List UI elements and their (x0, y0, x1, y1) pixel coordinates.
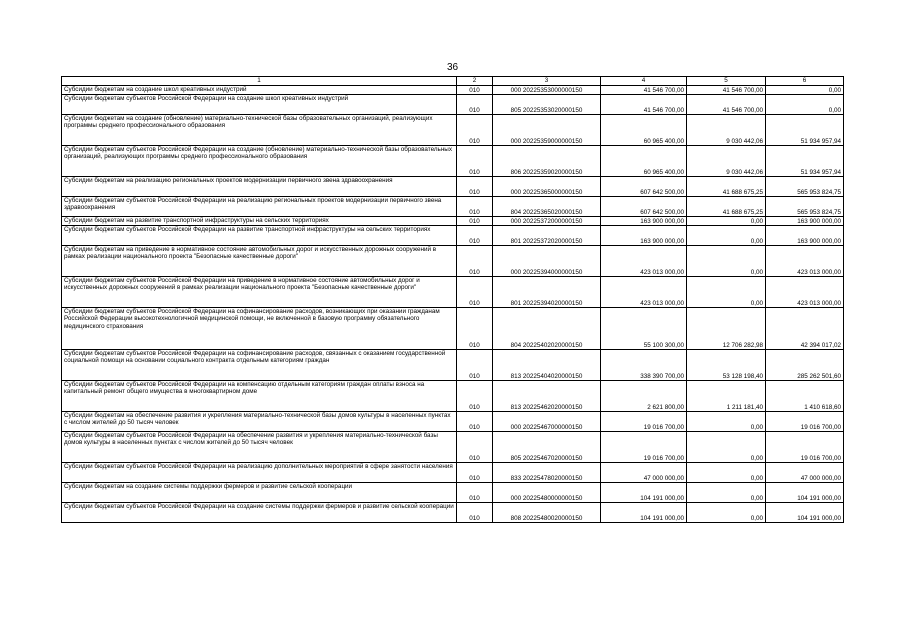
row-fact-cell: 0,00 (687, 246, 766, 277)
row-rest-cell: 163 900 000,00 (766, 217, 844, 226)
row-name-cell: Субсидии бюджетам субъектов Российской Федерации на создание школ креативных индустрий (62, 95, 457, 115)
row-code-cell: 010 (457, 226, 493, 246)
row-kbk-cell: 801 20225394020000150 (493, 277, 601, 308)
table-row (62, 432, 844, 463)
row-code-cell: 010 (457, 115, 493, 146)
row-plan-cell: 19 016 700,00 (601, 432, 687, 463)
row-kbk-cell: 804 20225402020000150 (493, 308, 601, 350)
row-name-cell: Субсидии бюджетам на обеспечение развития и укрепления материально-технической базы домов культуры в населенных пунктах с числом жителей до 50 тысяч человек (62, 412, 457, 432)
column-header: 5 (687, 77, 766, 86)
row-kbk-cell: 000 20225365000000150 (493, 177, 601, 197)
row-code-cell: 010 (457, 432, 493, 463)
row-code-cell: 010 (457, 350, 493, 381)
row-plan-cell: 55 100 300,00 (601, 308, 687, 350)
table-row (62, 115, 844, 146)
row-fact-cell: 0,00 (687, 503, 766, 523)
row-kbk-cell: 000 20225372000000150 (493, 217, 601, 226)
column-header: 6 (766, 77, 844, 86)
row-plan-cell: 60 965 400,00 (601, 146, 687, 177)
row-fact-cell: 41 546 700,00 (687, 95, 766, 115)
row-kbk-cell: 806 20225359020000150 (493, 146, 601, 177)
row-code-cell: 010 (457, 483, 493, 503)
row-kbk-cell: 813 20225462020000150 (493, 381, 601, 412)
row-name-cell: Субсидии бюджетам субъектов Российской Федерации на развитие транспортной инфраструктуры на сельских территориях (62, 226, 457, 246)
row-name-cell: Субсидии бюджетам субъектов Российской Федерации на приведение в нормативное состояние автомобильных дорог и искусственных дорожных сооружений в рамках реализации национального проекта "Безопасные качественные дороги" (62, 277, 457, 308)
row-name-cell: Субсидии бюджетам субъектов Российской Федерации на создание (обновление) материально-технической базы образовательных организаций, реализующих программы среднего профессионального образования (62, 146, 457, 177)
row-code-cell: 010 (457, 197, 493, 217)
table-row (62, 308, 844, 350)
row-kbk-cell: 000 20225359000000150 (493, 115, 601, 146)
table-row (62, 463, 844, 483)
row-name-cell: Субсидии бюджетам на развитие транспортной инфраструктуры на сельских территориях (62, 217, 457, 226)
row-kbk-cell: 000 20225467000000150 (493, 412, 601, 432)
row-fact-cell: 41 688 675,25 (687, 197, 766, 217)
row-code-cell: 010 (457, 463, 493, 483)
row-fact-cell: 9 030 442,06 (687, 146, 766, 177)
row-rest-cell: 0,00 (766, 86, 844, 95)
row-code-cell: 010 (457, 217, 493, 226)
row-plan-cell: 104 191 000,00 (601, 503, 687, 523)
row-plan-cell: 163 900 000,00 (601, 217, 687, 226)
row-name-cell: Субсидии бюджетам на приведение в нормативное состояние автомобильных дорог и искусственных дорожных сооружений в рамках реализации национального проекта "Безопасные качественные дороги" (62, 246, 457, 277)
table-row (62, 503, 844, 523)
row-rest-cell: 19 016 700,00 (766, 412, 844, 432)
row-plan-cell: 163 900 000,00 (601, 226, 687, 246)
row-rest-cell: 423 013 000,00 (766, 277, 844, 308)
row-code-cell: 010 (457, 412, 493, 432)
row-fact-cell: 0,00 (687, 217, 766, 226)
table-row (62, 177, 844, 197)
column-header: 4 (601, 77, 687, 86)
table-row (62, 197, 844, 217)
row-rest-cell: 51 934 957,94 (766, 146, 844, 177)
row-kbk-cell: 813 20225404020000150 (493, 350, 601, 381)
row-kbk-cell: 000 20225480000000150 (493, 483, 601, 503)
row-plan-cell: 41 546 700,00 (601, 86, 687, 95)
row-rest-cell: 19 016 700,00 (766, 432, 844, 463)
row-plan-cell: 2 621 800,00 (601, 381, 687, 412)
row-rest-cell: 565 953 824,75 (766, 197, 844, 217)
row-kbk-cell: 808 20225480020000150 (493, 503, 601, 523)
row-fact-cell: 0,00 (687, 483, 766, 503)
row-name-cell: Субсидии бюджетам субъектов Российской Федерации на софинансирование расходов, связанных с оказанием государственной социальной помощи на основании социального контракта отдельным категориям граждан (62, 350, 457, 381)
table-row (62, 146, 844, 177)
row-rest-cell: 47 000 000,00 (766, 463, 844, 483)
table-row (62, 277, 844, 308)
row-code-cell: 010 (457, 308, 493, 350)
row-name-cell: Субсидии бюджетам на создание системы поддержки фермеров и развитие сельской кооперации (62, 483, 457, 503)
row-kbk-cell: 801 20225372020000150 (493, 226, 601, 246)
row-name-cell: Субсидии бюджетам субъектов Российской Федерации на софинансирование расходов, возникающих при оказании гражданам Российской Федерации высокотехнологичной медицинской помощи, не включенной в базовую программу обязательного медицинского страхования (62, 308, 457, 350)
row-fact-cell: 1 211 181,40 (687, 381, 766, 412)
row-rest-cell: 163 900 000,00 (766, 226, 844, 246)
table-row (62, 483, 844, 503)
table-row (62, 350, 844, 381)
row-fact-cell: 0,00 (687, 277, 766, 308)
row-plan-cell: 423 013 000,00 (601, 246, 687, 277)
row-name-cell: Субсидии бюджетам на реализацию региональных проектов модернизации первичного звена здравоохранения (62, 177, 457, 197)
row-rest-cell: 423 013 000,00 (766, 246, 844, 277)
row-kbk-cell: 000 20225353000000150 (493, 86, 601, 95)
row-plan-cell: 60 965 400,00 (601, 115, 687, 146)
row-kbk-cell: 804 20225365020000150 (493, 197, 601, 217)
row-name-cell: Субсидии бюджетам субъектов Российской Федерации на реализацию региональных проектов модернизации первичного звена здравоохранения (62, 197, 457, 217)
row-rest-cell: 565 953 824,75 (766, 177, 844, 197)
row-rest-cell: 1 410 618,60 (766, 381, 844, 412)
row-code-cell: 010 (457, 503, 493, 523)
row-kbk-cell: 805 20225353020000150 (493, 95, 601, 115)
row-fact-cell: 0,00 (687, 226, 766, 246)
row-code-cell: 010 (457, 381, 493, 412)
page-number: 36 (446, 62, 459, 73)
row-rest-cell: 0,00 (766, 95, 844, 115)
column-header: 3 (493, 77, 601, 86)
row-kbk-cell: 805 20225467020000150 (493, 432, 601, 463)
column-header: 2 (457, 77, 493, 86)
row-name-cell: Субсидии бюджетам субъектов Российской Федерации на компенсацию отдельным категориям граждан оплаты взноса на капитальный ремонт общего имущества в многоквартирном доме (62, 381, 457, 412)
row-plan-cell: 607 642 500,00 (601, 197, 687, 217)
row-plan-cell: 104 191 000,00 (601, 483, 687, 503)
table-row (62, 246, 844, 277)
budget-table (61, 76, 844, 523)
row-plan-cell: 338 390 700,00 (601, 350, 687, 381)
row-plan-cell: 607 642 500,00 (601, 177, 687, 197)
row-rest-cell: 42 394 017,02 (766, 308, 844, 350)
row-code-cell: 010 (457, 177, 493, 197)
row-fact-cell: 41 688 675,25 (687, 177, 766, 197)
row-plan-cell: 47 000 000,00 (601, 463, 687, 483)
row-plan-cell: 19 016 700,00 (601, 412, 687, 432)
row-fact-cell: 0,00 (687, 412, 766, 432)
column-header: 1 (62, 77, 457, 86)
row-fact-cell: 0,00 (687, 463, 766, 483)
row-kbk-cell: 000 20225394000000150 (493, 246, 601, 277)
row-code-cell: 010 (457, 146, 493, 177)
row-fact-cell: 9 030 442,06 (687, 115, 766, 146)
table-row (62, 95, 844, 115)
row-fact-cell: 41 546 700,00 (687, 86, 766, 95)
row-rest-cell: 104 191 000,00 (766, 483, 844, 503)
row-code-cell: 010 (457, 277, 493, 308)
row-fact-cell: 53 128 198,40 (687, 350, 766, 381)
table-row (62, 226, 844, 246)
row-code-cell: 010 (457, 86, 493, 95)
row-code-cell: 010 (457, 95, 493, 115)
table-row (62, 412, 844, 432)
row-rest-cell: 285 262 501,60 (766, 350, 844, 381)
row-rest-cell: 104 191 000,00 (766, 503, 844, 523)
row-name-cell: Субсидии бюджетам субъектов Российской Федерации на создание системы поддержки фермеров и развитие сельской кооперации (62, 503, 457, 523)
row-name-cell: Субсидии бюджетам на создание школ креативных индустрий (62, 86, 457, 95)
row-fact-cell: 0,00 (687, 432, 766, 463)
table-header-row (62, 77, 844, 86)
row-rest-cell: 51 934 957,94 (766, 115, 844, 146)
row-name-cell: Субсидии бюджетам на создание (обновление) материально-технической базы образовательных организаций, реализующих программы среднего профессионального образования (62, 115, 457, 146)
table-row (62, 86, 844, 95)
row-plan-cell: 423 013 000,00 (601, 277, 687, 308)
table-row (62, 381, 844, 412)
row-plan-cell: 41 546 700,00 (601, 95, 687, 115)
row-fact-cell: 12 706 282,98 (687, 308, 766, 350)
row-name-cell: Субсидии бюджетам субъектов Российской Федерации на обеспечение развития и укрепления материально-технической базы домов культуры в населенных пунктах с числом жителей до 50 тысяч человек (62, 432, 457, 463)
row-name-cell: Субсидии бюджетам субъектов Российской Федерации на реализацию дополнительных мероприятий в сфере занятости населения (62, 463, 457, 483)
table-row (62, 217, 844, 226)
row-kbk-cell: 833 20225478020000150 (493, 463, 601, 483)
row-code-cell: 010 (457, 246, 493, 277)
